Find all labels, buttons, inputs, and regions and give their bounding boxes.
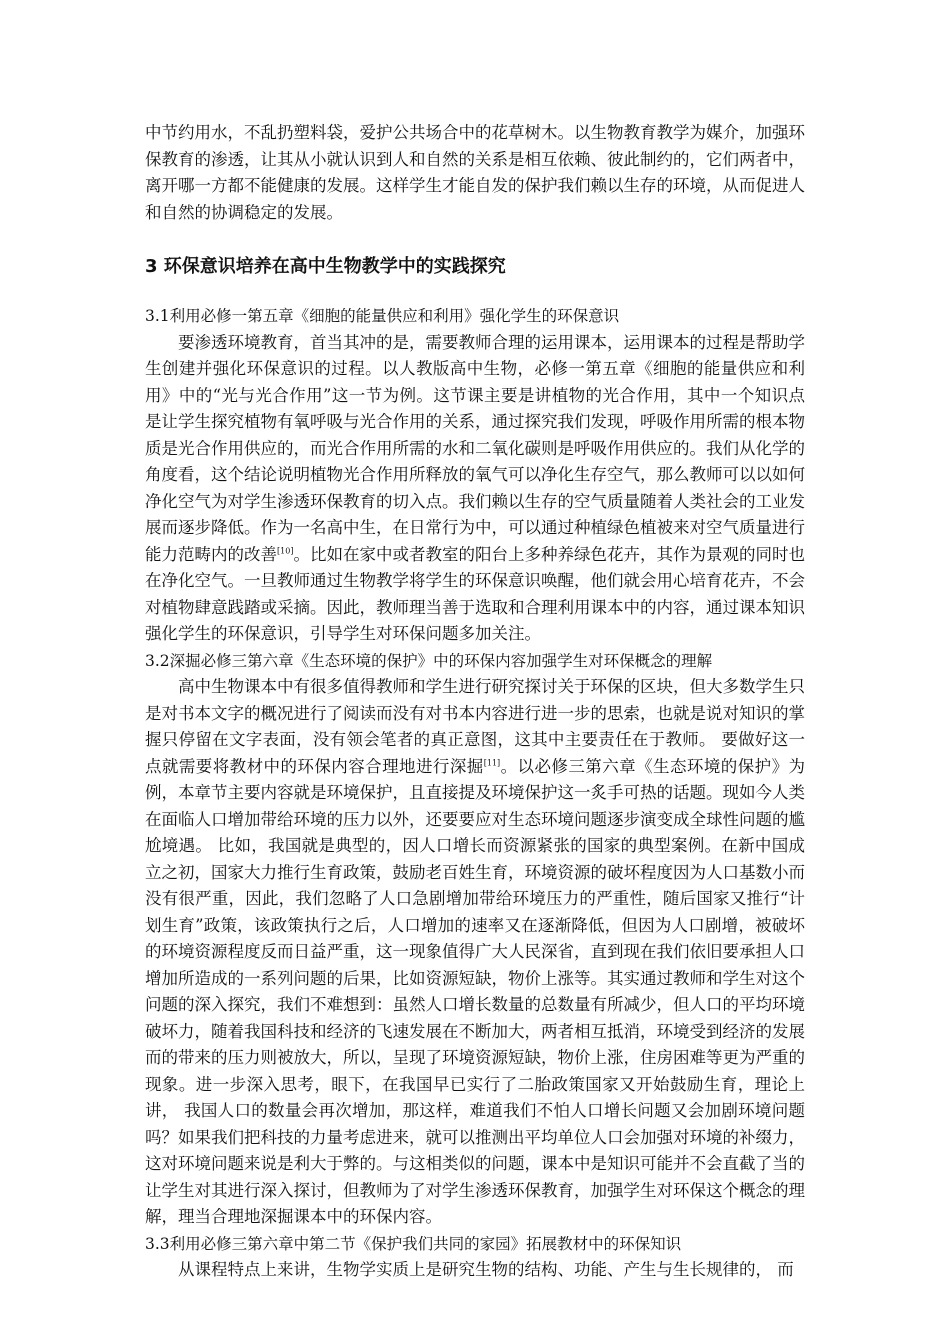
citation-marker: [10]	[277, 546, 294, 555]
subsection-3-1-paragraph	[145, 330, 805, 648]
citation-marker: [11]	[483, 758, 501, 767]
paragraph-text: 。以必修三第六章《生态环境的保护》为例，本章节主要内容就是环境保护，且直接提及环境保护这一炙手可热的话题。现如今人类在面临人口增加带给环境的压力以外，还要要应对生态环境问题逐步演变成全球性问题的尴尬境遇。 比如，我国就是典型的，因人口增长而资源紧张的国家的典型案例。在新中国成立之初，国家大力推行生育政策，鼓励老百姓生育，环境资源的破坏程度因为人口基数小而没有很严重，因此，我们忽略了人口急剧增加带给环境压力的严重性，随后国家又推行“计划生育”政策，该政策执行之后，人口增加的速率又在逐渐降低，但因为人口剧增，被破坏的环境资源程度反而日益严重，这一现象值得广大人民深省，直到现在我们依旧要承担人口增加所造成的一系列问题的后果，比如资源短缺，物价上涨等。其实通过教师和学生对这个问题的深入探究，我们不难想到：虽然人口增长数量的总数量有所减少，但人口的平均环境破坏力，随着我国科技和经济的飞速发展在不断加大，两者相互抵消，环境受到经济的发展而的带来的压力则被放大，所以，呈现了环境资源短缺，物价上涨，住房困难等更为严重的现象。进一步深入思考，眼下，在我国早已实行了二胎政策国家又开始鼓励生育，理论上讲， 我国人口的数量会再次增加，那这样，难道我们不怕人口增长问题又会加剧环境问题吗？如果我们把科技的力量考虑进来，就可以推测出平均单位人口会加强对环境的补缀力，这对环境问题来说是利大于弊的。与这相类似的问题，课本中是知识可能并不会直截了当的让学生对其进行深入探讨，但教师为了对学生渗透环保教育，加强学生对环保这个概念的理解，理当合理地深掘课本中的环保内容。	[145, 756, 806, 1226]
document-page	[145, 120, 805, 1284]
paragraph-text: 。比如在家中或者教室的阳台上多种养绿色花卉，其作为景观的同时也在净化空气。一旦教师通过生物教学将学生的环保意识唤醒，他们就会用心培育花卉，不会对植物肆意践踏或采摘。因此，教师理当善于选取和合理利用课本中的内容，通过课本知识强化学生的环保意识，引导学生对环保问题多加关注。	[145, 544, 806, 643]
subsection-3-2-paragraph	[145, 674, 805, 1231]
paragraph-text: 高中生物课本中有很多值得教师和学生进行研究探讨关于环保的区块，但大多数学生只是对书本文字的概况进行了阅读而没有对书本内容进行进一步的思索，也就是说对知识的掌握只停留在文字表面，没有领会笔者的真正意图，这其中主要责任在于教师。 要做好这一点就需要将教材中的环保内容合理地进行深掘	[145, 677, 805, 776]
section-3-heading: 3 环保意识培养在高中生物教学中的实践探究	[145, 256, 506, 277]
subsection-3-2-heading: 3.2深掘必修三第六章《生态环境的保护》中的环保内容加强学生对环保概念的理解	[145, 651, 713, 670]
paragraph-text: 要渗透环境教育，首当其冲的是，需要教师合理的运用课本，运用课本的过程是帮助学生创建并强化环保意识的过程。以人教版高中生物，必修一第五章《细胞的能量供应和利用》中的“光与光合作用”这一节为例。这节课主要是讲植物的光合作用，其中一个知识点是让学生探究植物有氧呼吸与光合作用的关系，通过探究我们发现，呼吸作用所需的根本物质是光合作用供应的，而光合作用所需的水和二氧化碳则是呼吸作用供应的。我们从化学的角度看，这个结论说明植物光合作用所释放的氧气可以净化生存空气，那么教师可以以如何净化空气为对学生渗透环保教育的切入点。我们赖以生存的空气质量随着人类社会的工业发展而逐步降低。作为一名高中生，在日常行为中，可以通过种植绿色植被来对空气质量进行能力范畴内的改善	[145, 332, 805, 564]
opening-paragraph: 中节约用水，不乱扔塑料袋，爱护公共场合中的花草树木。以生物教育教学为媒介，加强环保教育的渗透，让其从小就认识到人和自然的关系是相互依赖、彼此制约的，它们两者中，离开哪一方都不能健康的发展。这样学生才能自发的保护我们赖以生存的环境，从而促进人和自然的协调稳定的发展。	[145, 123, 805, 222]
subsection-3-1-heading: 3.1利用必修一第五章《细胞的能量供应和利用》强化学生的环保意识	[145, 307, 620, 325]
subsection-3-3-heading: 3.3利用必修三第六章中第二节《保护我们共同的家园》拓展教材中的环保知识	[145, 1234, 682, 1253]
subsection-3-3-paragraph: 从课程特点上来讲，生物学实质上是研究生物的结构、功能、产生与生长规律的， 而	[178, 1260, 794, 1279]
